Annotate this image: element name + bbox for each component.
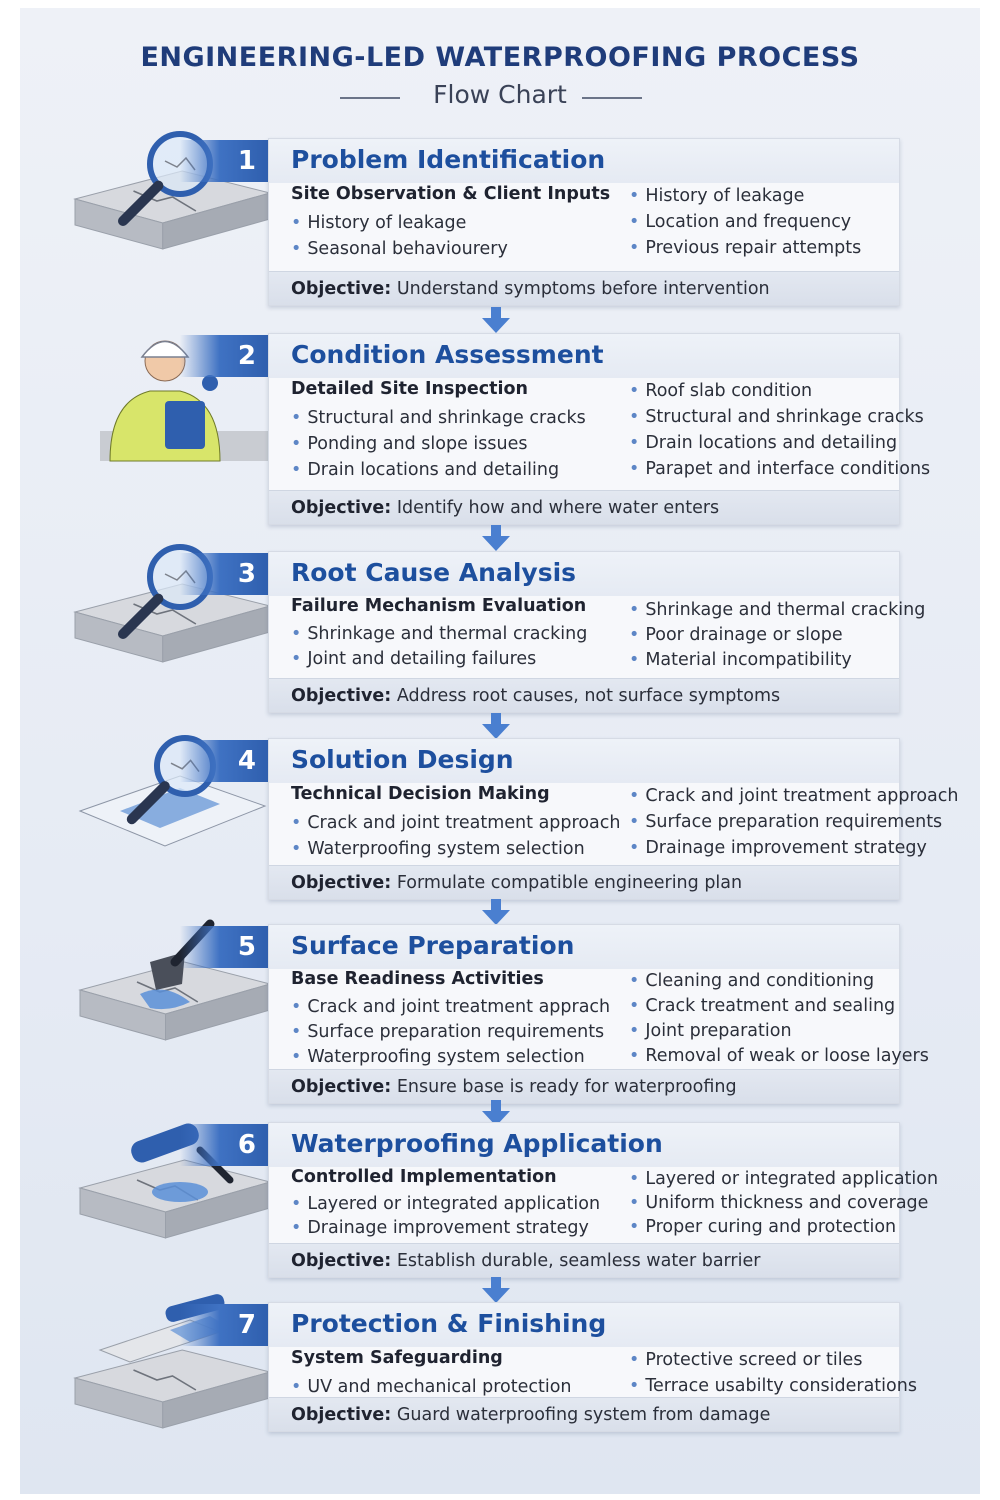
bullet-item: • History of leakage	[291, 210, 610, 236]
step-title: Protection & Finishing	[291, 1309, 607, 1338]
step-card	[268, 924, 929, 1104]
bullet-item: • Joint preparation	[629, 1019, 929, 1044]
step-objective	[269, 490, 899, 524]
objective-label: Objective:	[291, 498, 392, 518]
bullet-item: • Surface preparation requirements	[291, 1020, 610, 1045]
bullet-item: • Drainage improvement strategy	[629, 835, 958, 861]
bullet-item: • Crack and joint treatment approach	[629, 783, 958, 809]
down-arrow-icon	[482, 899, 510, 925]
objective-text: Ensure base is ready for waterproofing	[391, 1077, 737, 1097]
step-left-column	[291, 1165, 600, 1240]
down-arrow-icon	[482, 307, 510, 333]
step-title: Root Cause Analysis	[291, 558, 577, 587]
bullet-item: • Structural and shrinkage cracks	[291, 405, 586, 431]
step-right-column	[629, 969, 929, 1069]
step-section-heading: Detailed Site Inspection	[291, 379, 528, 399]
bullet-item: • Layered or integrated application	[291, 1192, 600, 1216]
step-title: Waterproofing Application	[291, 1129, 663, 1158]
bullet-item: • Joint and detailing failures	[291, 647, 587, 672]
step-section-heading: Base Readiness Activities	[291, 969, 544, 989]
step-right-column	[629, 783, 958, 861]
step-right-column	[629, 1167, 938, 1239]
bullet-item: • Waterproofing system selection	[291, 1045, 610, 1070]
step-objective	[269, 678, 899, 712]
objective-text: Formulate compatible engineering plan	[391, 873, 743, 893]
objective-text: Understand symptoms before intervention	[391, 279, 770, 299]
bullet-item: • Uniform thickness and coverage	[629, 1191, 938, 1215]
down-arrow-icon	[482, 713, 510, 739]
step-card	[268, 1122, 939, 1278]
step-title: Condition Assessment	[291, 340, 604, 369]
objective-label: Objective:	[291, 1251, 392, 1271]
step-section-heading: Failure Mechanism Evaluation	[291, 596, 587, 616]
subtitle-rule-right	[582, 97, 642, 99]
objective-label: Objective:	[291, 1077, 392, 1097]
objective-label: Objective:	[291, 279, 392, 299]
step-right-column	[629, 1347, 917, 1399]
down-arrow-icon	[482, 1277, 510, 1303]
objective-label: Objective:	[291, 686, 392, 706]
bullet-item: • Parapet and interface conditions	[629, 456, 930, 482]
step-objective	[269, 1243, 899, 1277]
step-section-heading: Controlled Implementation	[291, 1167, 557, 1187]
objective-text: Establish durable, seamless water barrier	[391, 1251, 761, 1271]
bullet-item: • Ponding and slope issues	[291, 431, 586, 457]
step-title: Surface Preparation	[291, 931, 575, 960]
step-number-badge: 6	[180, 1124, 268, 1166]
step-objective	[269, 271, 899, 305]
objective-text: Identify how and where water enters	[391, 498, 720, 518]
objective-label: Objective:	[291, 1405, 392, 1425]
step-card	[268, 738, 959, 900]
bullet-item: • Poor drainage or slope	[629, 623, 925, 648]
step-title: Problem Identification	[291, 145, 606, 174]
bullet-item: • Terrace usabilty considerations	[629, 1373, 917, 1399]
step-right-column	[629, 183, 861, 261]
bullet-item: • Proper curing and protection	[629, 1215, 938, 1239]
bullet-item: • Surface preparation requirements	[629, 809, 958, 835]
bullet-item: • Crack treatment and sealing	[629, 994, 929, 1019]
bullet-item: • Shrinkage and thermal cracking	[629, 598, 925, 623]
bullet-item: • Location and frequency	[629, 209, 861, 235]
step-left-column	[291, 181, 610, 262]
down-arrow-icon	[482, 525, 510, 551]
step-objective	[269, 1397, 899, 1431]
step-card	[268, 138, 900, 306]
objective-text: Address root causes, not surface symptoms	[391, 686, 781, 706]
bullet-item: • Drainage improvement strategy	[291, 1216, 600, 1240]
step-section-heading: Site Observation & Client Inputs	[291, 184, 611, 204]
bullet-item: • History of leakage	[629, 183, 861, 209]
bullet-item: • Protective screed or tiles	[629, 1347, 917, 1373]
step-number-badge: 3	[180, 553, 268, 595]
step-objective	[269, 1069, 899, 1103]
bullet-item: • Crack and joint treatment apprach	[291, 995, 610, 1020]
bullet-item: • Cleaning and conditioning	[629, 969, 929, 994]
bullet-item: • Crack and joint treatment approach	[291, 810, 620, 836]
bullet-item: • UV and mechanical protection	[291, 1374, 572, 1400]
step-number-badge: 4	[180, 740, 268, 782]
step-card	[268, 551, 926, 713]
bullet-item: • Waterproofing system selection	[291, 836, 620, 862]
bullet-item: • Drain locations and detailing	[629, 430, 930, 456]
bullet-item: • Layered or integrated application	[629, 1167, 938, 1191]
objective-text: Guard waterproofing system from damage	[391, 1405, 771, 1425]
step-card	[268, 1302, 917, 1432]
step-title: Solution Design	[291, 745, 514, 774]
step-left-column	[291, 594, 587, 672]
step-number-badge: 1	[180, 140, 268, 182]
step-section-heading: Technical Decision Making	[291, 784, 550, 804]
page-title: ENGINEERING-LED WATERPROOFING PROCESS	[140, 42, 860, 73]
step-left-column	[291, 967, 610, 1070]
step-right-column	[629, 378, 930, 482]
step-card	[268, 333, 931, 525]
step-objective	[269, 865, 899, 899]
bullet-item: • Material incompatibility	[629, 648, 925, 673]
bullet-item: • Shrinkage and thermal cracking	[291, 622, 587, 647]
page-subtitle: Flow Chart	[433, 80, 567, 109]
objective-label: Objective:	[291, 873, 392, 893]
step-right-column	[629, 598, 925, 673]
bullet-item: • Roof slab condition	[629, 378, 930, 404]
step-left-column	[291, 376, 586, 483]
step-number-badge: 7	[180, 1304, 268, 1346]
bullet-item: • Drain locations and detailing	[291, 457, 586, 483]
step-left-column	[291, 1345, 572, 1400]
bullet-item: • Previous repair attempts	[629, 235, 861, 261]
step-section-heading: System Safeguarding	[291, 1348, 503, 1368]
step-left-column	[291, 781, 620, 862]
bullet-item: • Structural and shrinkage cracks	[629, 404, 930, 430]
step-number-badge: 5	[180, 926, 268, 968]
bullet-item: • Removal of weak or loose layers	[629, 1044, 929, 1069]
bullet-item: • Seasonal behaviourery	[291, 236, 610, 262]
step-number-badge: 2	[180, 335, 268, 377]
